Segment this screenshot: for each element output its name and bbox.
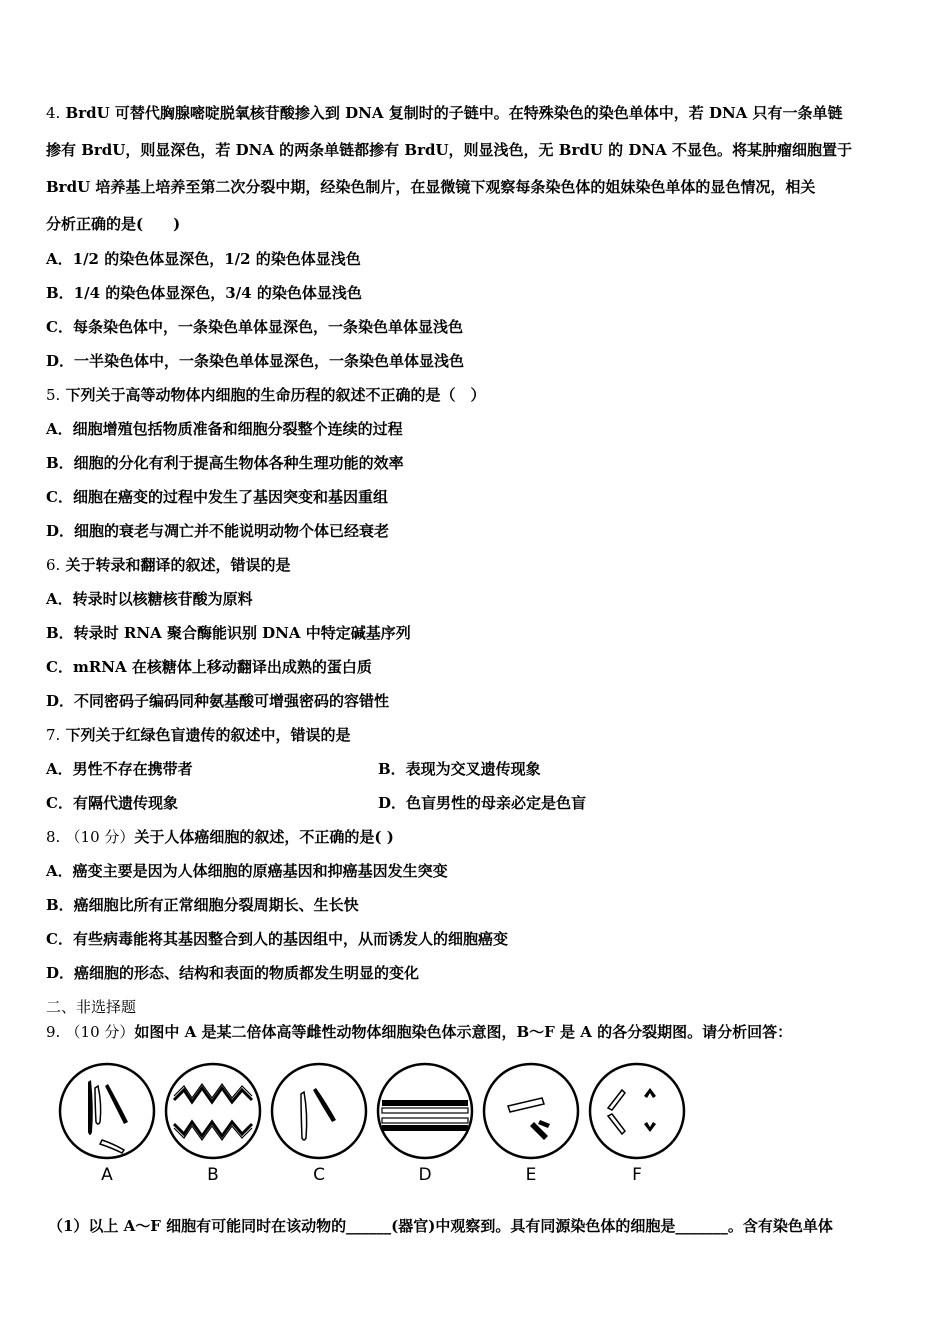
chromosome: [382, 1100, 468, 1106]
chromosome: [174, 1088, 252, 1102]
q7-stem: 7. 下列关于红绿色盲遗传的叙述中，错误的是: [46, 726, 351, 744]
cell-f-drawing: [588, 1062, 686, 1162]
cell-label-f: F: [632, 1165, 642, 1185]
chromosome: [538, 1120, 550, 1128]
q6-option-c: C．mRNA 在核糖体上移动翻译出成熟的蛋白质: [46, 658, 372, 676]
q9-stem: 9. （10 分）如图中 A 是某二倍体高等雌性动物体细胞染色体示意图，B～F 是 A 的各分裂期图。请分析回答：: [46, 1023, 793, 1041]
chromosome: [508, 1098, 544, 1112]
q8-option-d: D．癌细胞的形态、结构和表面的物质都发生明显的变化: [46, 964, 420, 982]
q7-option-c: C．有隔代遗传现象: [46, 794, 178, 812]
q4-line-3: BrdU 培养基上培养至第二次分裂中期，经染色制片，在显微镜下观察每条染色体的姐妹染色单体的显色情况，相关: [46, 178, 816, 196]
chromosome: [382, 1118, 468, 1123]
chromosome: [105, 1084, 128, 1124]
q8-option-b: B．癌细胞比所有正常细胞分裂周期长、生长快: [46, 896, 359, 914]
chromosome: [644, 1122, 656, 1132]
q4-line-1: 4. BrdU 可替代胸腺嘧啶脱氧核苷酸掺入到 DNA 复制时的子链中。在特殊染色的染色单体中，若 DNA 只有一条单链: [46, 104, 843, 122]
section-title: 二、非选择题: [46, 998, 137, 1016]
q7-option-d: D．色盲男性的母亲必定是色盲: [378, 794, 587, 812]
q5-option-b: B．细胞的分化有利于提高生物体各种生理功能的效率: [46, 454, 404, 472]
chromosome: [301, 1092, 307, 1140]
cell-label-a: A: [101, 1165, 113, 1185]
q5-stem: 5. 下列关于高等动物体内细胞的生命历程的叙述不正确的是（ ）: [46, 386, 486, 404]
cell-diagram-c: [270, 1062, 368, 1190]
cell-diagram-d: [376, 1062, 474, 1190]
cell-division-figure: [58, 1062, 688, 1192]
cell-label-c: C: [313, 1165, 325, 1185]
chromosome: [608, 1090, 625, 1110]
chromosome: [382, 1108, 468, 1113]
cell-label-e: E: [525, 1165, 537, 1185]
q6-option-a: A．转录时以核糖核苷酸为原料: [46, 590, 253, 608]
q6-stem: 6. 关于转录和翻译的叙述，错误的是: [46, 556, 291, 574]
q4-line-4: 分析正确的是( ): [46, 215, 181, 233]
q4-line-2: 掺有 BrdU，则显深色，若 DNA 的两条单链都掺有 BrdU，则显浅色，无 BrdU 的 DNA 不显色。将某肿瘤细胞置于: [46, 141, 852, 159]
chromosome: [313, 1088, 336, 1122]
cell-label-d: D: [418, 1165, 432, 1185]
q4-option-b: B．1/4 的染色体显深色，3/4 的染色体显浅色: [46, 284, 362, 302]
cell-c-drawing: [270, 1062, 368, 1162]
q8-stem: 8. （10 分）关于人体癌细胞的叙述，不正确的是( ): [46, 828, 394, 846]
q6-option-d: D．不同密码子编码同种氨基酸可增强密码的容错性: [46, 692, 390, 710]
cell-diagram-b: [164, 1062, 262, 1190]
q5-option-d: D．细胞的衰老与凋亡并不能说明动物个体已经衰老: [46, 522, 390, 540]
chromosome: [608, 1114, 625, 1134]
cell-a-drawing: [58, 1062, 156, 1162]
chromosome: [644, 1088, 656, 1098]
cell-diagram-e: [482, 1062, 580, 1190]
q6-option-b: B．转录时 RNA 聚合酶能识别 DNA 中特定碱基序列: [46, 624, 411, 642]
chromosome: [382, 1125, 468, 1131]
chromosome: [95, 1086, 101, 1124]
q4-option-c: C．每条染色体中，一条染色单体显深色，一条染色单体显浅色: [46, 318, 463, 336]
q8-option-a: A．癌变主要是因为人体细胞的原癌基因和抑癌基因发生突变: [46, 862, 448, 880]
chromosome: [174, 1122, 252, 1136]
cell-label-b: B: [207, 1165, 219, 1185]
q4-option-d: D．一半染色体中，一条染色单体显深色，一条染色单体显浅色: [46, 352, 465, 370]
q5-option-c: C．细胞在癌变的过程中发生了基因突变和基因重组: [46, 488, 388, 506]
q4-option-a: A．1/2 的染色体显深色，1/2 的染色体显浅色: [46, 250, 361, 268]
q9-sub1: （1）以上 A～F 细胞有可能同时在该动物的______(器官)中观察到。具有同源染色体的细胞是_______。含有染色单体: [48, 1217, 833, 1235]
cell-b-drawing: [164, 1062, 262, 1162]
q8-option-c: C．有些病毒能将其基因整合到人的基因组中，从而诱发人的细胞癌变: [46, 930, 508, 948]
chromosome: [100, 1140, 124, 1153]
cell-diagram-a: [58, 1062, 156, 1190]
cell-diagram-f: [588, 1062, 686, 1190]
cell-d-drawing: [376, 1062, 474, 1162]
cell-e-drawing: [482, 1062, 580, 1162]
q7-option-b: B．表现为交叉遗传现象: [378, 760, 541, 778]
chromosome: [88, 1080, 93, 1135]
q5-option-a: A．细胞增殖包括物质准备和细胞分裂整个连续的过程: [46, 420, 403, 438]
q7-option-a: A．男性不存在携带者: [46, 760, 193, 778]
